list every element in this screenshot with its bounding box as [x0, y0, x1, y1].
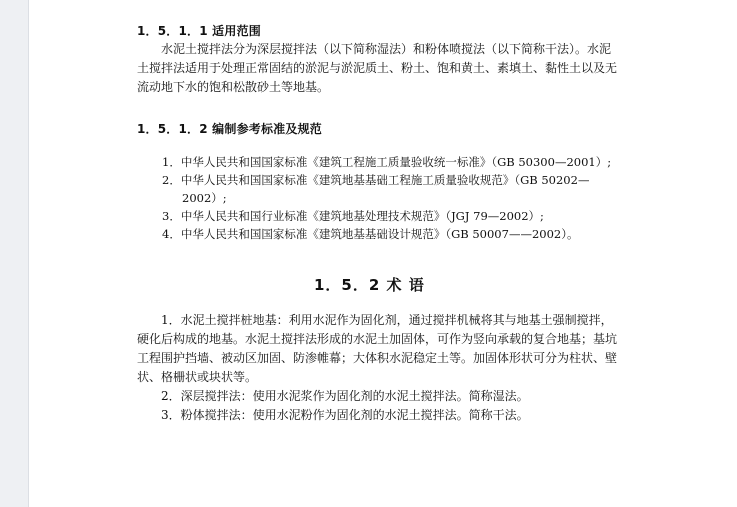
term-line: 2．深层搅拌法：使用水泥浆作为固化剂的水泥土搅拌法。简称湿法。 — [161, 389, 529, 403]
section-heading-1-5-1-2: 1．5．1．2 编制参考标准及规范 — [137, 122, 322, 136]
paragraph-line: 流动地下水的饱和松散砂土等地基。 — [137, 80, 330, 94]
term-line: 3．粉体搅拌法：使用水泥粉作为固化剂的水泥土搅拌法。简称干法。 — [161, 408, 529, 422]
viewer-left-gutter — [0, 0, 29, 507]
document-page — [29, 0, 737, 507]
section-heading-1-5-2: 1．5．2 术 语 — [314, 276, 425, 294]
section-heading-1-5-1-1: 1．5．1．1 适用范围 — [137, 24, 261, 38]
term-line: 硬化后构成的地基。水泥土搅拌法形成的水泥土加固体，可作为竖向承载的复合地基；基坑 — [137, 332, 618, 346]
reference-list — [162, 153, 611, 243]
term-line: 状、格栅状或块状等。 — [137, 370, 258, 384]
paragraph-line: 水泥土搅拌法分为深层搅拌法（以下简称湿法）和粉体喷搅法（以下简称干法）。水泥 — [161, 42, 612, 56]
paragraph-line: 土搅拌法适用于处理正常固结的淤泥与淤泥质土、粉土、饱和黄土、素填土、黏性土以及无 — [137, 61, 618, 75]
terms-block — [137, 311, 617, 425]
reference-item: 4．中华人民共和国国家标准《建筑地基基础设计规范》（GB 50007——2002）。 — [162, 227, 579, 241]
reference-item: 3．中华人民共和国行业标准《建筑地基处理技术规范》（JGJ 79—2002）; — [162, 209, 544, 223]
term-line: 工程围护挡墙、被动区加固、防渗帷幕；大体积水泥稳定土等。加固体形状可分为柱状、壁 — [137, 351, 618, 365]
reference-item-continuation: 2002）; — [182, 191, 227, 205]
reference-item: 2．中华人民共和国国家标准《建筑地基基础工程施工质量验收规范》（GB 50202— — [162, 173, 590, 187]
scope-paragraph — [137, 40, 617, 97]
term-line: 1．水泥土搅拌桩地基：利用水泥作为固化剂，通过搅拌机械将其与地基土强制搅拌， — [161, 313, 613, 327]
reference-item: 1．中华人民共和国国家标准《建筑工程施工质量验收统一标准》（GB 50300—2001）; — [162, 155, 612, 169]
